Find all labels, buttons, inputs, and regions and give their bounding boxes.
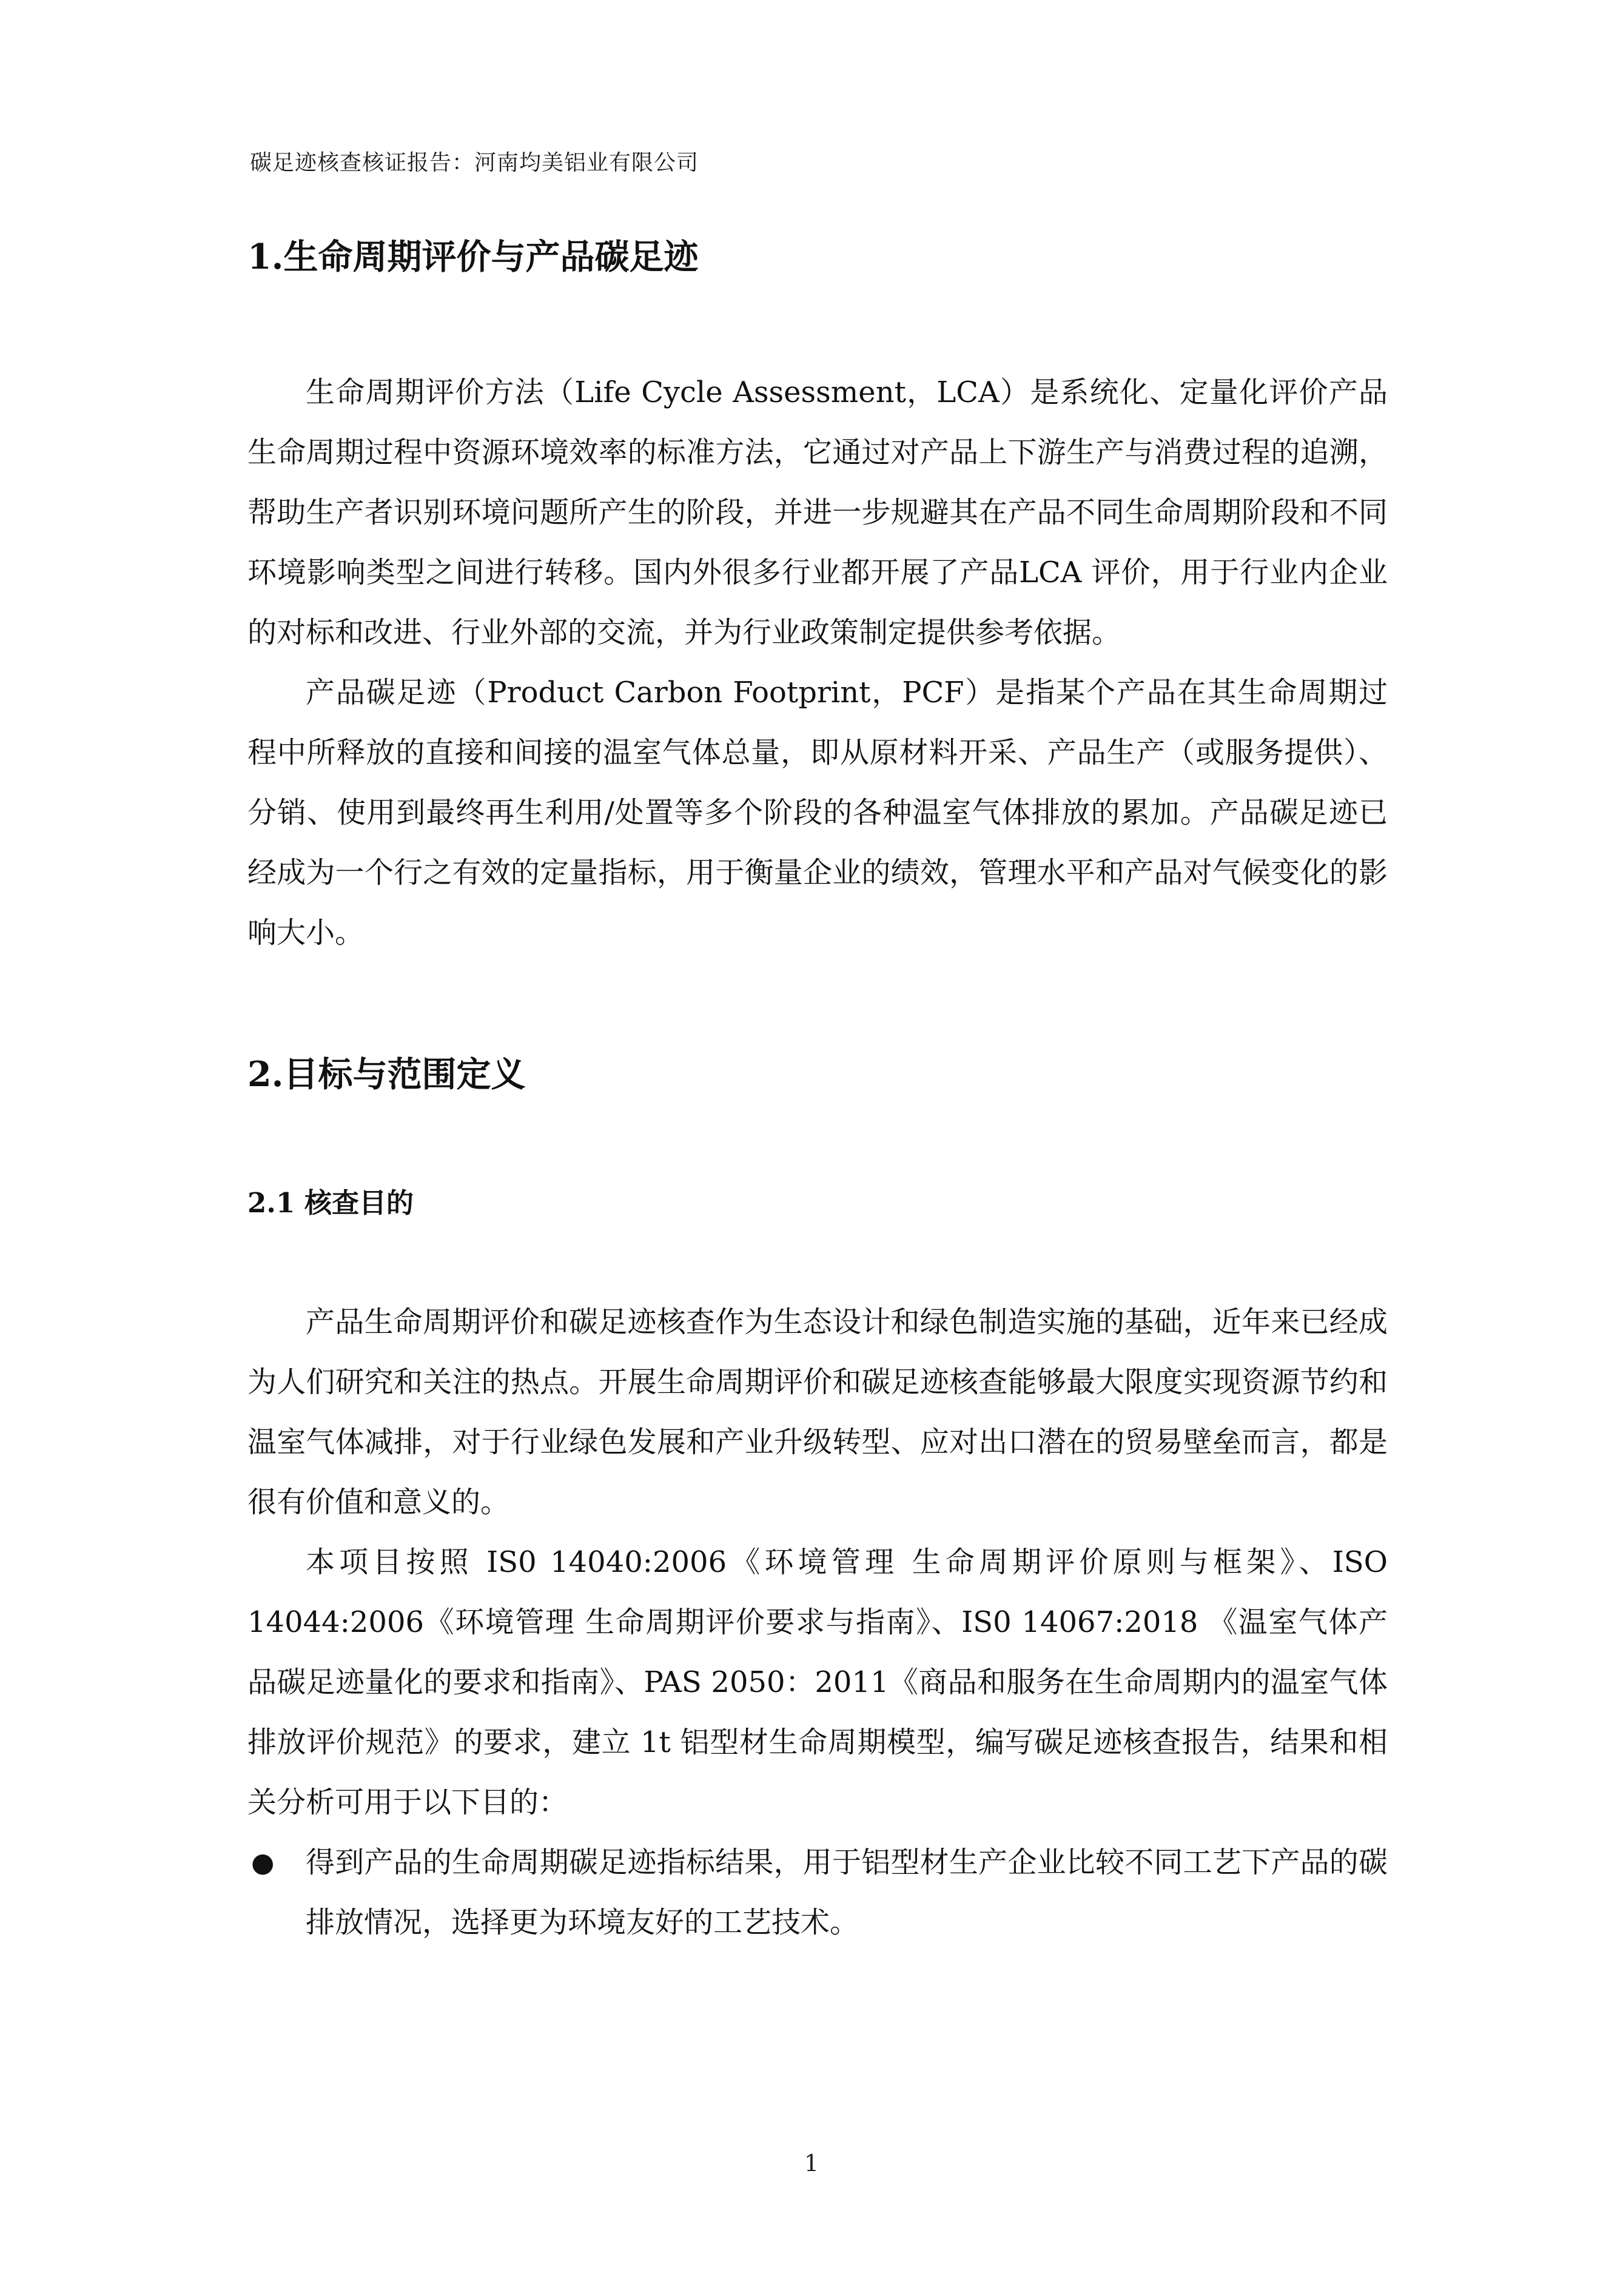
page-content	[247, 200, 1388, 1953]
running-header: 碳足迹核查核证报告：河南均美铝业有限公司	[250, 150, 699, 175]
paragraph-standards: 本项目按照 IS0 14040:2006《环境管理 生命周期评价原则与框架》、ISO 14044:2006《环境管理 生命周期评价要求与指南》、IS0 14067:2018 《温室气体产品碳足迹量化的要求和指南》、PAS 2050：2011《商品和服务在生命周期内的温室气体排放评价规范》的要求，建立 1t 铝型材生命周期模型，编写碳足迹核查报告，结果和相关分析可用于以下目的：	[247, 1545, 1388, 1819]
page-number: 1	[804, 2150, 819, 2177]
list-item-text: 得到产品的生命周期碳足迹指标结果，用于铝型材生产企业比较不同工艺下产品的碳排放情况，选择更为环境友好的工艺技术。	[306, 1845, 1388, 1939]
paragraph-lca-definition: 生命周期评价方法（Life Cycle Assessment，LCA）是系统化、定量化评价产品生命周期过程中资源环境效率的标准方法，它通过对产品上下游生产与消费过程的追溯，帮助生产者识别环境问题所产生的阶段，并进一步规避其在产品不同生命周期阶段和不同环境影响类型之间进行转移。国内外很多行业都开展了产品LCA 评价，用于行业内企业的对标和改进、行业外部的交流，并为行业政策制定提供参考依据。	[247, 375, 1388, 650]
section-heading-lca: 1.生命周期评价与产品碳足迹	[247, 237, 699, 277]
bullet-icon: ●	[251, 1847, 275, 1878]
paragraph-pcf-definition: 产品碳足迹（Product Carbon Footprint，PCF）是指某个产品在其生命周期过程中所释放的直接和间接的温室气体总量，即从原材料开采、产品生产（或服务提供）、分销、使用到最终再生利用/处置等多个阶段的各种温室气体排放的累加。产品碳足迹已经成为一个行之有效的定量指标，用于衡量企业的绩效，管理水平和产品对气候变化的影响大小。	[247, 676, 1388, 950]
subsection-heading-purpose: 2.1 核查目的	[247, 1186, 414, 1219]
section-heading-goal-scope: 2.目标与范围定义	[247, 1054, 526, 1095]
purpose-list	[247, 1833, 1388, 1953]
paragraph-purpose-background: 产品生命周期评价和碳足迹核查作为生态设计和绿色制造实施的基础，近年来已经成为人们研究和关注的热点。开展生命周期评价和碳足迹核查能够最大限度实现资源节约和温室气体减排，对于行业绿色发展和产业升级转型、应对出口潜在的贸易壁垒而言，都是很有价值和意义的。	[247, 1304, 1388, 1519]
list-item	[247, 1833, 1388, 1953]
